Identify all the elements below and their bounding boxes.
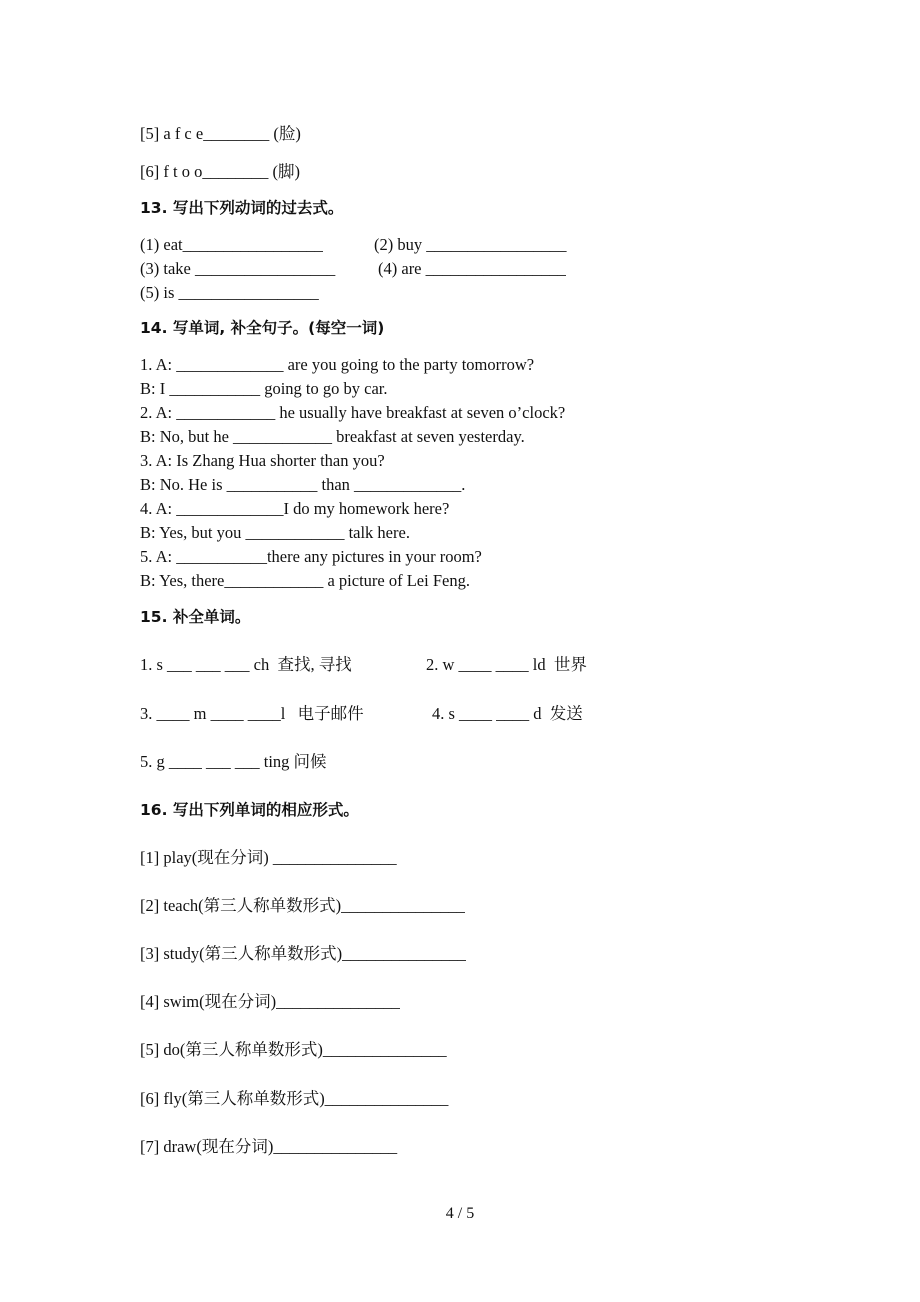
q16-item-1: [1] play(现在分词) _______________ — [140, 848, 397, 867]
q14-line: B: I ___________ going to go by car. — [140, 379, 388, 398]
q15-heading: 15. 补全单词。 — [140, 608, 251, 626]
q15-item-5: 5. g ____ ___ ___ ting 问候 — [140, 752, 327, 771]
q16-item-4: [4] swim(现在分词)_______________ — [140, 992, 400, 1011]
q12-item-6: [6] f t o o________ (脚) — [140, 162, 300, 181]
q15-item-2: 2. w ____ ____ ld 世界 — [426, 655, 587, 674]
q16-item-7: [7] draw(现在分词)_______________ — [140, 1137, 398, 1156]
q16-item-5: [5] do(第三人称单数形式)_______________ — [140, 1040, 447, 1059]
q14-line: B: Yes, but you ____________ talk here. — [140, 523, 410, 542]
q14-line: 5. A: ___________there any pictures in your room? — [140, 547, 482, 566]
q14-line: 2. A: ____________ he usually have breakfast at seven o’clock? — [140, 403, 566, 422]
q14-line: B: No, but he ____________ breakfast at seven yesterday. — [140, 427, 525, 446]
q13-heading: 13. 写出下列动词的过去式。 — [140, 199, 344, 217]
q16-item-6: [6] fly(第三人称单数形式)_______________ — [140, 1089, 449, 1108]
q14-line: B: No. He is ___________ than _____________. — [140, 475, 466, 494]
q14-line: 3. A: Is Zhang Hua shorter than you? — [140, 451, 385, 470]
q13-item-2: (2) buy _________________ — [374, 235, 567, 254]
q15-item-1: 1. s ___ ___ ___ ch 查找, 寻找 — [140, 655, 352, 674]
q13-item-4: (4) are _________________ — [378, 259, 566, 278]
q13-item-1: (1) eat_________________ — [140, 235, 323, 254]
q16-item-3: [3] study(第三人称单数形式)_______________ — [140, 944, 466, 963]
page-number: 4 / 5 — [445, 1205, 475, 1222]
q16-heading: 16. 写出下列单词的相应形式。 — [140, 801, 359, 819]
q16-item-2: [2] teach(第三人称单数形式)_______________ — [140, 896, 465, 915]
q14-line: 4. A: _____________I do my homework here? — [140, 499, 450, 518]
q13-item-5: (5) is _________________ — [140, 283, 319, 302]
q12-item-5: [5] a f c e________ (脸) — [140, 124, 301, 143]
q15-item-4: 4. s ____ ____ d 发送 — [432, 704, 583, 723]
q13-item-3: (3) take _________________ — [140, 259, 336, 278]
q14-heading: 14. 写单词, 补全句子。(每空一词) — [140, 319, 385, 337]
q15-item-3: 3. ____ m ____ ____l 电子邮件 — [140, 704, 364, 723]
q14-line: B: Yes, there____________ a picture of Lei Feng. — [140, 571, 470, 590]
q14-line: 1. A: _____________ are you going to the party tomorrow? — [140, 355, 535, 374]
